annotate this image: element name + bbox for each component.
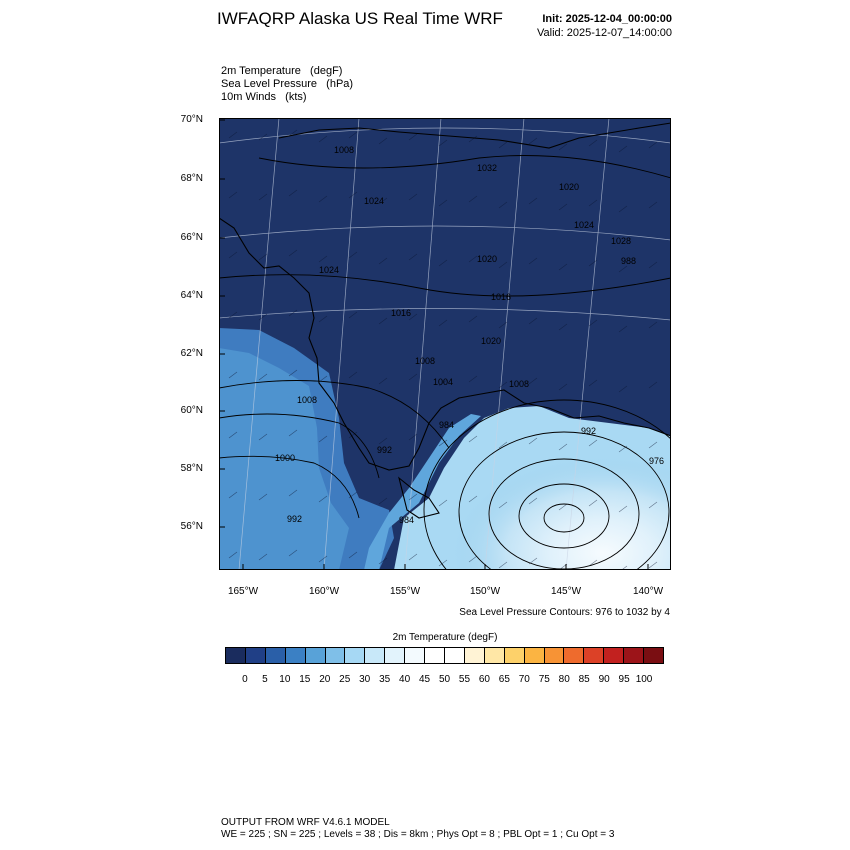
colorbar-tick-label: 30 xyxy=(359,674,371,685)
colorbar-box xyxy=(405,648,425,663)
lon-label-165: 165°W xyxy=(227,586,259,597)
footer-config: WE = 225 ; SN = 225 ; Levels = 38 ; Dis = 8km ; Phys Opt = 8 ; PBL Opt = 1 ; Cu Opt = 3 xyxy=(221,829,615,840)
colorbar-tick-label: 45 xyxy=(418,674,431,685)
colorbar-tick-label: 15 xyxy=(299,674,311,685)
colorbar-tick-label: 0 xyxy=(242,674,248,685)
colorbar-tick-label: 65 xyxy=(498,674,510,685)
colorbar-box xyxy=(465,648,485,663)
colorbar-box xyxy=(525,648,545,663)
lat-label-64: 64°N xyxy=(180,290,203,301)
contour-label: 1024 xyxy=(364,196,385,206)
colorbar-tick-label: 70 xyxy=(518,674,530,685)
colorbar-tick-label: 80 xyxy=(558,674,570,685)
contour-label: 992 xyxy=(581,426,597,436)
lat-label-60: 60°N xyxy=(180,405,203,416)
lat-label-70: 70°N xyxy=(180,114,203,125)
init-time: Init: 2025-12-04_00:00:00 xyxy=(542,13,672,25)
colorbar-box xyxy=(644,648,663,663)
lon-label-145: 145°W xyxy=(550,586,582,597)
colorbar-box xyxy=(425,648,445,663)
valid-time: Valid: 2025-12-07_14:00:00 xyxy=(537,27,672,39)
lon-label-155: 155°W xyxy=(389,586,421,597)
chart-title: IWFAQRP Alaska US Real Time WRF xyxy=(217,9,503,28)
colorbar-tick-label: 20 xyxy=(319,674,331,685)
lat-label-62: 62°N xyxy=(180,348,203,359)
contour-label: 1008 xyxy=(297,395,318,405)
lat-label-68: 68°N xyxy=(180,173,203,184)
colorbar-box xyxy=(365,648,385,663)
contour-label: 988 xyxy=(621,256,637,266)
colorbar-tick-label: 35 xyxy=(379,674,391,685)
contour-label: 1008 xyxy=(509,379,530,389)
contour-label: 1020 xyxy=(477,254,498,264)
colorbar-box xyxy=(326,648,346,663)
contour-label: 1024 xyxy=(319,265,340,275)
colorbar-title: 2m Temperature (degF) xyxy=(392,632,498,643)
contour-label: 1008 xyxy=(415,356,436,366)
contour-label: 1024 xyxy=(574,220,595,230)
colorbar-tick-label: 75 xyxy=(538,674,550,685)
colorbar-tick-label: 10 xyxy=(279,674,291,685)
contour-label: 1020 xyxy=(481,336,502,346)
colorbar-box xyxy=(226,648,246,663)
field-label-pressure: Sea Level Pressure (hPa) xyxy=(221,78,354,90)
colorbar-box xyxy=(345,648,365,663)
lat-label-58: 58°N xyxy=(180,463,203,474)
contour-label: 1000 xyxy=(275,453,296,463)
colorbar-box xyxy=(545,648,565,663)
contour-label: 1020 xyxy=(559,182,580,192)
colorbar-box xyxy=(246,648,266,663)
colorbar-box xyxy=(385,648,405,663)
colorbar-box xyxy=(445,648,465,663)
contour-label: 1004 xyxy=(433,377,454,387)
lat-label-66: 66°N xyxy=(180,232,203,243)
colorbar-tick-label: 85 xyxy=(578,674,590,685)
footer-model: OUTPUT FROM WRF V4.6.1 MODEL xyxy=(221,817,390,828)
contour-label: 1032 xyxy=(477,163,498,173)
colorbar-tick-label: 55 xyxy=(458,674,471,685)
contour-label: 1016 xyxy=(491,292,512,302)
contour-label: 1008 xyxy=(334,145,355,155)
contour-label: 976 xyxy=(649,456,665,466)
colorbar-tick-label: 95 xyxy=(618,674,630,685)
colorbar xyxy=(225,647,664,664)
contour-label: 992 xyxy=(377,445,393,455)
contour-label: 984 xyxy=(399,515,415,525)
colorbar-box xyxy=(485,648,505,663)
lon-label-140: 140°W xyxy=(632,586,664,597)
contour-label: 992 xyxy=(287,514,303,524)
colorbar-box xyxy=(306,648,326,663)
colorbar-box xyxy=(266,648,286,663)
colorbar-box xyxy=(584,648,604,663)
lon-label-160: 160°W xyxy=(308,586,340,597)
lat-label-56: 56°N xyxy=(180,521,203,532)
contour-label: 984 xyxy=(439,420,455,430)
forecast-map xyxy=(219,118,671,570)
contour-label: 1028 xyxy=(611,236,632,246)
colorbar-box xyxy=(624,648,644,663)
colorbar-tick-label: 25 xyxy=(339,674,351,685)
field-label-temperature: 2m Temperature (degF) xyxy=(221,65,343,77)
lon-label-150: 150°W xyxy=(469,586,501,597)
colorbar-box xyxy=(505,648,525,663)
colorbar-tick-label: 40 xyxy=(399,674,411,685)
colorbar-box xyxy=(564,648,584,663)
colorbar-tick-label: 90 xyxy=(598,674,610,685)
contour-label: 1016 xyxy=(391,308,412,318)
colorbar-tick-label: 60 xyxy=(478,674,490,685)
colorbar-tick-label: 5 xyxy=(262,674,268,685)
colorbar-box xyxy=(286,648,306,663)
colorbar-tick-label: 50 xyxy=(438,674,451,685)
field-label-winds: 10m Winds (kts) xyxy=(221,91,307,103)
colorbar-tick-label: 100 xyxy=(635,674,653,685)
contour-note: Sea Level Pressure Contours: 976 to 1032 by 4 xyxy=(459,607,670,618)
colorbar-box xyxy=(604,648,624,663)
